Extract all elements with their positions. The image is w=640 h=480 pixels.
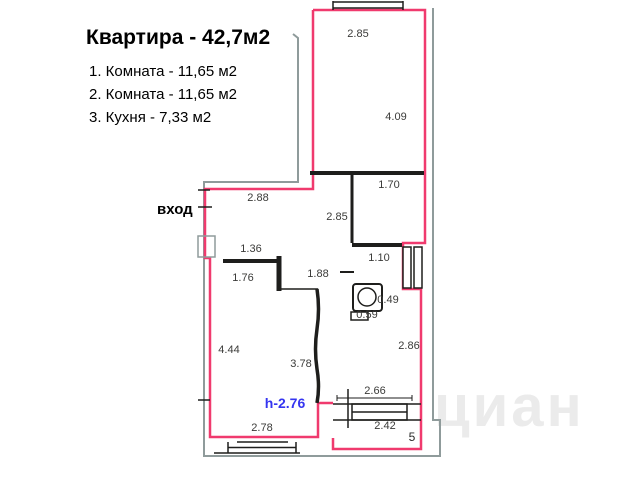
hall-niche bbox=[198, 236, 215, 257]
dim-hall-width: 1.76 bbox=[232, 272, 254, 284]
dim-room1-depth: 4.44 bbox=[218, 344, 240, 356]
dim-corridor-width: 1.88 bbox=[307, 268, 329, 280]
building-outline bbox=[204, 8, 440, 456]
watermark-text: циан bbox=[434, 374, 585, 439]
ceiling-height-label: h-2.76 bbox=[264, 395, 306, 411]
ventilation-shafts bbox=[403, 247, 422, 288]
entrance-label: вход bbox=[157, 201, 193, 218]
dim-balcony-width: 2.42 bbox=[374, 420, 396, 432]
room-list-item-1: 1. Комната - 11,65 м2 bbox=[89, 63, 237, 80]
window-bottom-left bbox=[214, 442, 300, 453]
dim-room1-inner-depth: 3.78 bbox=[290, 358, 312, 370]
interior-walls bbox=[223, 173, 424, 403]
room-list-item-3: 3. Кухня - 7,33 м2 bbox=[89, 109, 212, 126]
dim-room2-depth: 4.09 bbox=[385, 111, 407, 123]
dim-kitchen-depth: 2.86 bbox=[398, 340, 420, 352]
dim-room1-width: 2.78 bbox=[251, 422, 273, 434]
dim-niche-width: 1.36 bbox=[240, 243, 262, 255]
floor-number: 5 bbox=[408, 430, 416, 444]
apartment-title: Квартира - 42,7м2 bbox=[86, 26, 271, 49]
dim-kitchen-width: 2.66 bbox=[364, 385, 386, 397]
dim-hall-top-width: 2.88 bbox=[247, 192, 269, 204]
dim-wc-b: 0.59 bbox=[356, 309, 378, 321]
room-list-item-2: 2. Комната - 11,65 м2 bbox=[89, 86, 237, 103]
dim-hall-depth: 2.85 bbox=[326, 211, 348, 223]
dim-room2-width: 2.85 bbox=[347, 28, 369, 40]
dim-closet-width: 1.70 bbox=[378, 179, 400, 191]
apartment-wall-left bbox=[205, 10, 333, 437]
apartment-wall-right bbox=[313, 10, 425, 449]
dim-wc-a: 0.49 bbox=[377, 294, 399, 306]
window-top bbox=[333, 1, 403, 10]
dim-wc-width: 1.10 bbox=[368, 252, 390, 264]
